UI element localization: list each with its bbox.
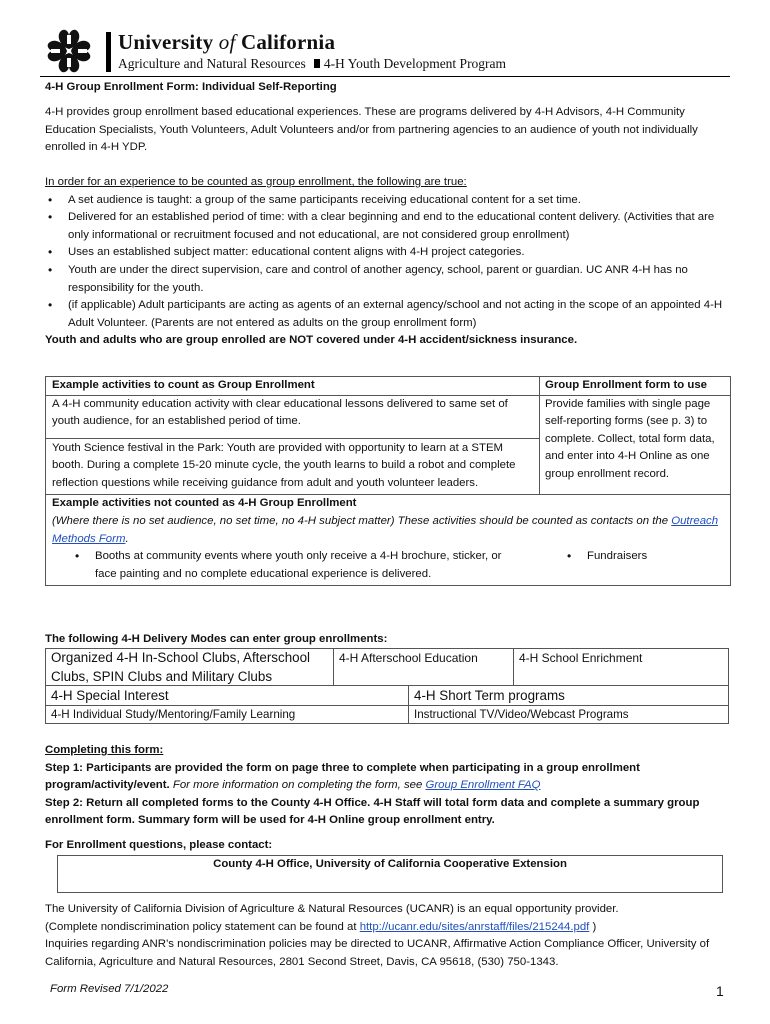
header-divider-bar [106,32,111,72]
contact-office: County 4-H Office, University of California Cooperative Extension [213,858,567,870]
criteria-item: • Uses an established subject matter: educational content aligns with 4-H project categories. [45,244,730,262]
criteria-item: • (if applicable) Adult participants are acting as agents of an external agency/school and not acting in the scope of an appointed 4-H Adult Volunteer. (Parents are not entered as adults on the group enrollment form) [45,297,730,332]
not-counted-note [52,513,724,548]
criteria-item: • A set audience is taught: a group of the same participants receiving educational content for a set time. [45,192,730,210]
program-name: 4-H Youth Development Program [323,56,507,71]
california-word: California [240,30,336,54]
example-row-2: Youth Science festival in the Park: Youth are provided with opportunity to learn at a STEM booth. During a complete 15-20 minute cycle, the youth learns to build a robot and complete reflection questions while receiving guidance from adult and youth volunteer leaders. [52,441,516,489]
step-1 [45,760,730,795]
delivery-mode-cell: 4-H Afterschool Education [334,649,514,685]
not-counted-note-end: . [125,532,129,545]
delivery-mode-cell: 4-H Special Interest [46,686,409,705]
delivery-mode-cell: 4-H Short Term programs [414,688,565,703]
policy-section [45,901,735,971]
policy-line-2-end: ) [592,920,597,933]
step-1-more: For more information on completing the form, see [172,779,423,792]
policy-line-3: Inquiries regarding ANR’s nondiscrimination policies may be directed to UCANR, Affirmative Action Compliance Officer, University of California, Agriculture and Natural Resources, 2801 Second Street, Davis, CA 95618, (530) 750-1343. [45,938,710,968]
not-counted-item: • Booths at community events where youth only receive a 4-H brochure, sticker, or face painting and no complete educational experience is delivered. [72,548,512,583]
header-rule [40,76,730,77]
clover-logo-icon [42,26,98,76]
policy-line-2-text: (Complete nondiscrimination policy statement can be found at [45,920,357,933]
page-number: 1 [716,983,724,999]
group-enrollment-faq-link[interactable]: Group Enrollment FAQ [425,779,541,792]
delivery-mode-cell: 4-H Individual Study/Mentoring/Family Learning [46,706,409,723]
delivery-mode-cell: 4-H School Enrichment [519,651,643,665]
insurance-note: Youth and adults who are group enrolled are NOT covered under 4-H accident/sickness insurance. [45,334,578,347]
header-subtitle [118,56,506,72]
examples-col2-header: Group Enrollment form to use [545,379,708,391]
square-bullet-icon [314,59,320,68]
form-revised-date: Form Revised 7/1/2022 [50,983,169,995]
delivery-modes-heading: The following 4-H Delivery Modes can enter group enrollments: [45,633,388,645]
completing-heading: Completing this form: [45,744,164,756]
criteria-section [45,174,730,350]
division-name: Agriculture and Natural Resources [118,56,306,71]
delivery-mode-cell: Instructional TV/Video/Webcast Programs [414,708,629,721]
university-word: University [118,30,214,54]
delivery-mode-cell: Organized 4-H In-School Clubs, Afterschool Clubs, SPIN Clubs and Military Clubs [46,649,334,685]
examples-col1-header: Example activities to count as Group Enrollment [46,377,540,395]
form-to-use-cell: Provide families with single page self-reporting forms (see p. 3) to complete. Collect, total form data, and enter into 4-H Online as one group enrollment record. [545,397,715,480]
criteria-item: • Delivered for an established period of time: with a clear beginning and end to the educational content delivery. (Activities that are only informational or recruitment focused and not educational, are not considered group enrollment) [45,209,730,244]
delivery-modes-row [45,706,729,724]
not-counted-section [46,495,730,585]
criteria-item: • Youth are under the direct supervision, care and control of another agency, school, parent or guardian. UC ANR 4-H has no responsibility for the youth. [45,262,730,297]
step-2: Step 2: Return all completed forms to the County 4-H Office. 4-H Staff will total form data and complete a summary group enrollment form. Summary form will be used for 4-H Online group enrollment entry. [45,796,700,827]
contact-heading: For Enrollment questions, please contact: [45,839,273,851]
of-word: of [218,30,236,54]
outreach-methods-link[interactable]: Outreach Methods Form [52,514,719,545]
not-counted-item: • Fundraisers [564,548,647,566]
not-counted-list [52,548,724,583]
delivery-modes-row [45,648,729,686]
example-row-1: A 4-H community education activity with clear educational lessons delivered to same set of youth audience, for an established period of time. [46,396,539,439]
not-counted-header: Example activities not counted as 4-H Group Enrollment [52,497,357,510]
criteria-list [45,192,730,333]
criteria-heading: In order for an experience to be counted as group enrollment, the following are true: [45,176,467,188]
contact-box [57,855,723,893]
intro-paragraph: 4-H provides group enrollment based educational experiences. These are programs delivered by 4-H Advisors, 4-H Community Education Specialists, Youth Volunteers, Adult Volunteers and/or from partnering agencies to an audience of youth not individually enrolled in 4-H YDP. [45,106,698,154]
examples-table [45,376,731,586]
step-1-text: Step 1: Participants are provided the form on page three to complete when participating in a group enrollment program/activity/event. [45,761,640,792]
university-name [118,30,335,55]
not-counted-note-text: (Where there is no set audience, no set time, no 4-H subject matter) These activities should be counted as contacts on the [52,514,672,527]
policy-line-1: The University of California Division of Agriculture & Natural Resources (UCANR) is an equal opportunity provider. [45,903,619,915]
policy-link[interactable]: http://ucanr.edu/sites/anrstaff/files/215244.pdf [359,920,590,933]
delivery-modes-row [45,686,729,706]
page-title: 4-H Group Enrollment Form: Individual Self-Reporting [45,81,337,93]
completing-section [45,742,730,830]
examples-cells [46,396,540,495]
policy-line-2 [45,919,735,937]
